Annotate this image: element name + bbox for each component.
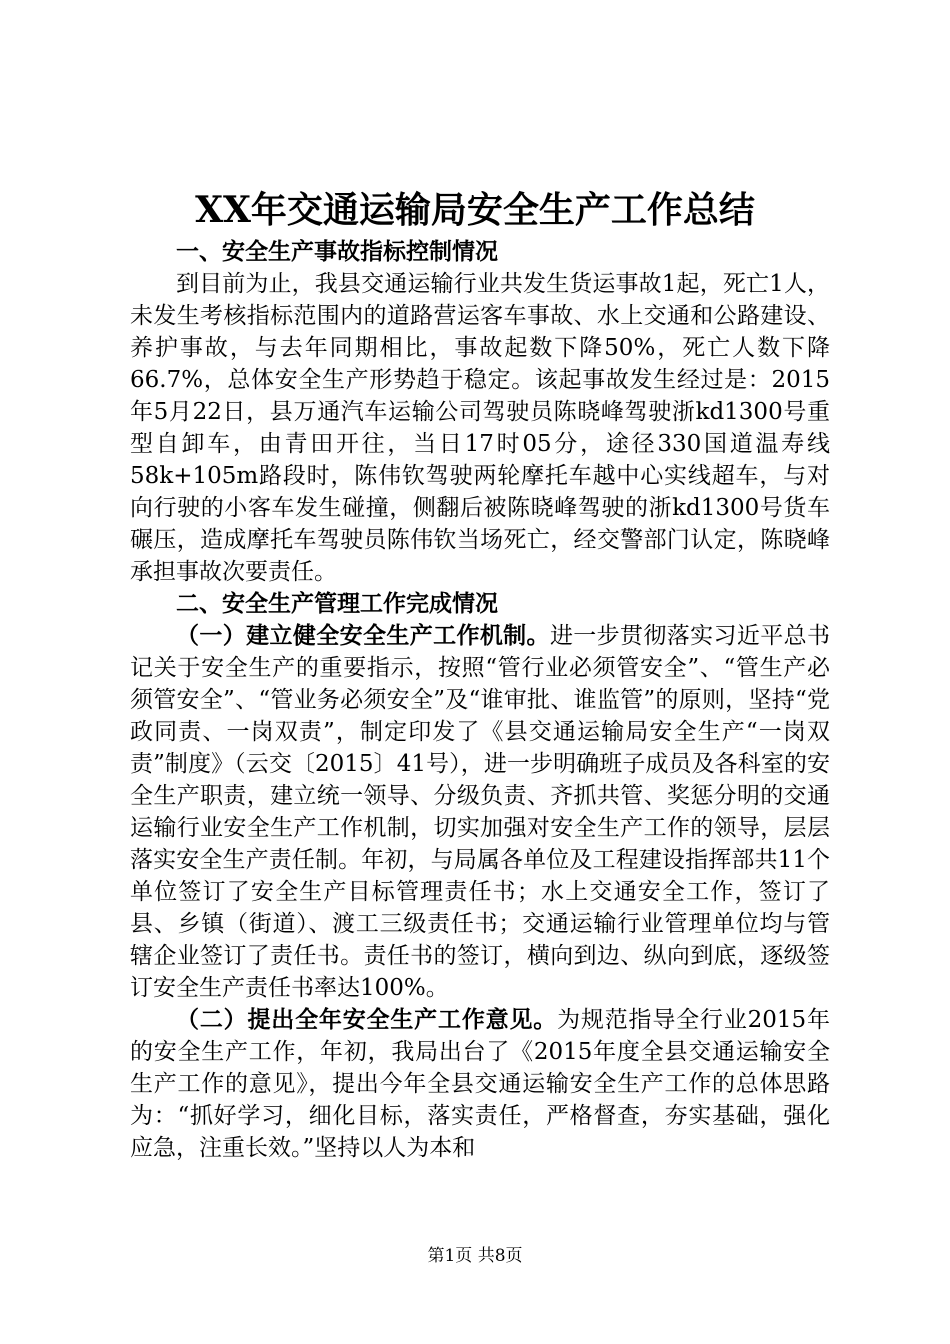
item-1-text: 进一步贯彻落实习近平总书记关于安全生产的重要指示，按照“管行业必须管安全”、“管生产必须管安全”、“管业务必须安全”及“谁审批、谁监管”的原则，坚持“党政同责、一岗双责”，制定印发了《县交通运输局安全生产“一岗双责”制度》（云交〔2015〕41号），进一步明确班子成员及各科室的安全生产职责，建立统一领导、分级负责、齐抓共管、奖惩分明的交通运输行业安全生产工作机制，切实加强对安全生产工作的领导，层层落实安全生产责任制。年初，与局属各单位及工程建设指挥部共11个单位签订了安全生产目标管理责任书；水上交通安全工作，签订了县、乡镇（街道）、渡工三级责任书；交通运输行业管理单位均与管辖企业签订了责任书。责任书的签订，横向到边、纵向到底，逐级签订安全生产责任书率达100%。 xyxy=(130,623,831,1001)
item-1-lead: （一）建立健全安全生产工作机制。 xyxy=(176,623,550,649)
section-heading-1: 一、安全生产事故指标控制情况 xyxy=(176,239,498,265)
paragraph-accident-summary: 到目前为止，我县交通运输行业共发生货运事故1起，死亡1人，未发生考核指标范围内的道路营运客车事故、水上交通和公路建设、养护事故，与去年同期相比，事故起数下降50%，死亡人数下降66.7%，总体安全生产形势趋于稳定。该起事故发生经过是：2015年5月22日，县万通汽车运输公司驾驶员陈晓峰驾驶浙kd1300号重型自卸车，由青田开往，当日17时05分，途径330国道温寿线58k+105m路段时，陈伟钦驾驶两轮摩托车越中心实线超车，与对向行驶的小客车发生碰撞，侧翻后被陈晓峰驾驶的浙kd1300号货车碾压，造成摩托车驾驶员陈伟钦当场死亡，经交警部门认定，陈晓峰承担事故次要责任。 xyxy=(130,271,830,585)
section-heading-2: 二、安全生产管理工作完成情况 xyxy=(176,591,498,617)
item-2-text: 为规范指导全行业2015年的安全生产工作，年初，我局出台了《2015年度全县交通运输安全生产工作的意见》，提出今年全县交通运输安全生产工作的总体思路为：“抓好学习，细化目标，落实责任，严格督查，夯实基础，强化应急，注重长效。”坚持以人为本和 xyxy=(130,1007,830,1161)
document-title: XX年交通运输局安全生产工作总结 xyxy=(195,189,755,231)
page-footer: 第1页 共8页 xyxy=(427,1246,523,1266)
paragraph-annual-opinion xyxy=(130,1004,830,1164)
document-body xyxy=(130,236,830,1164)
paragraph-work-mechanism xyxy=(130,620,830,1004)
item-2-lead: （二）提出全年安全生产工作意见。 xyxy=(176,1007,558,1033)
